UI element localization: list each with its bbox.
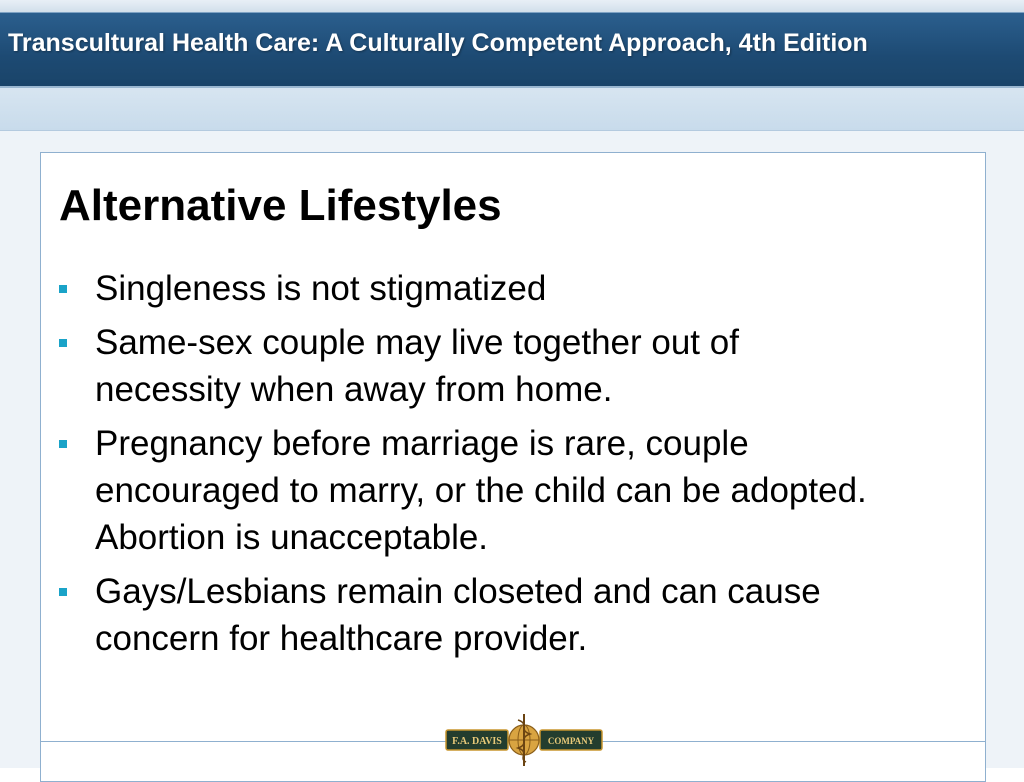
bullet-item (55, 568, 875, 662)
logo-right-text: COMPANY (547, 736, 595, 746)
logo-left-text: F.A. DAVIS (452, 736, 502, 747)
bullet-item (55, 265, 875, 312)
header-sub-band (0, 88, 1024, 131)
bullet-list (55, 265, 875, 669)
square-bullet-icon (59, 339, 67, 347)
fa-davis-logo (444, 712, 604, 768)
bullet-text: Gays/Lesbians remain closeted and can cause concern for healthcare provider. (95, 572, 821, 658)
square-bullet-icon (59, 440, 67, 448)
slide-title: Alternative Lifestyles (59, 181, 502, 230)
book-title: Transcultural Health Care: A Culturally Competent Approach, 4th Edition (8, 29, 868, 57)
square-bullet-icon (59, 588, 67, 596)
bullet-text: Singleness is not stigmatized (95, 269, 547, 308)
top-strip (0, 0, 1024, 12)
bullet-text: Same-sex couple may live together out of necessity when away from home. (95, 323, 739, 409)
slide-panel (40, 152, 986, 782)
square-bullet-icon (59, 285, 67, 293)
bullet-text: Pregnancy before marriage is rare, couple encouraged to marry, or the child can be adopted. Abortion is unacceptable. (95, 424, 867, 557)
bullet-item (55, 319, 875, 413)
bullet-item (55, 420, 875, 561)
header-bar (0, 12, 1024, 88)
